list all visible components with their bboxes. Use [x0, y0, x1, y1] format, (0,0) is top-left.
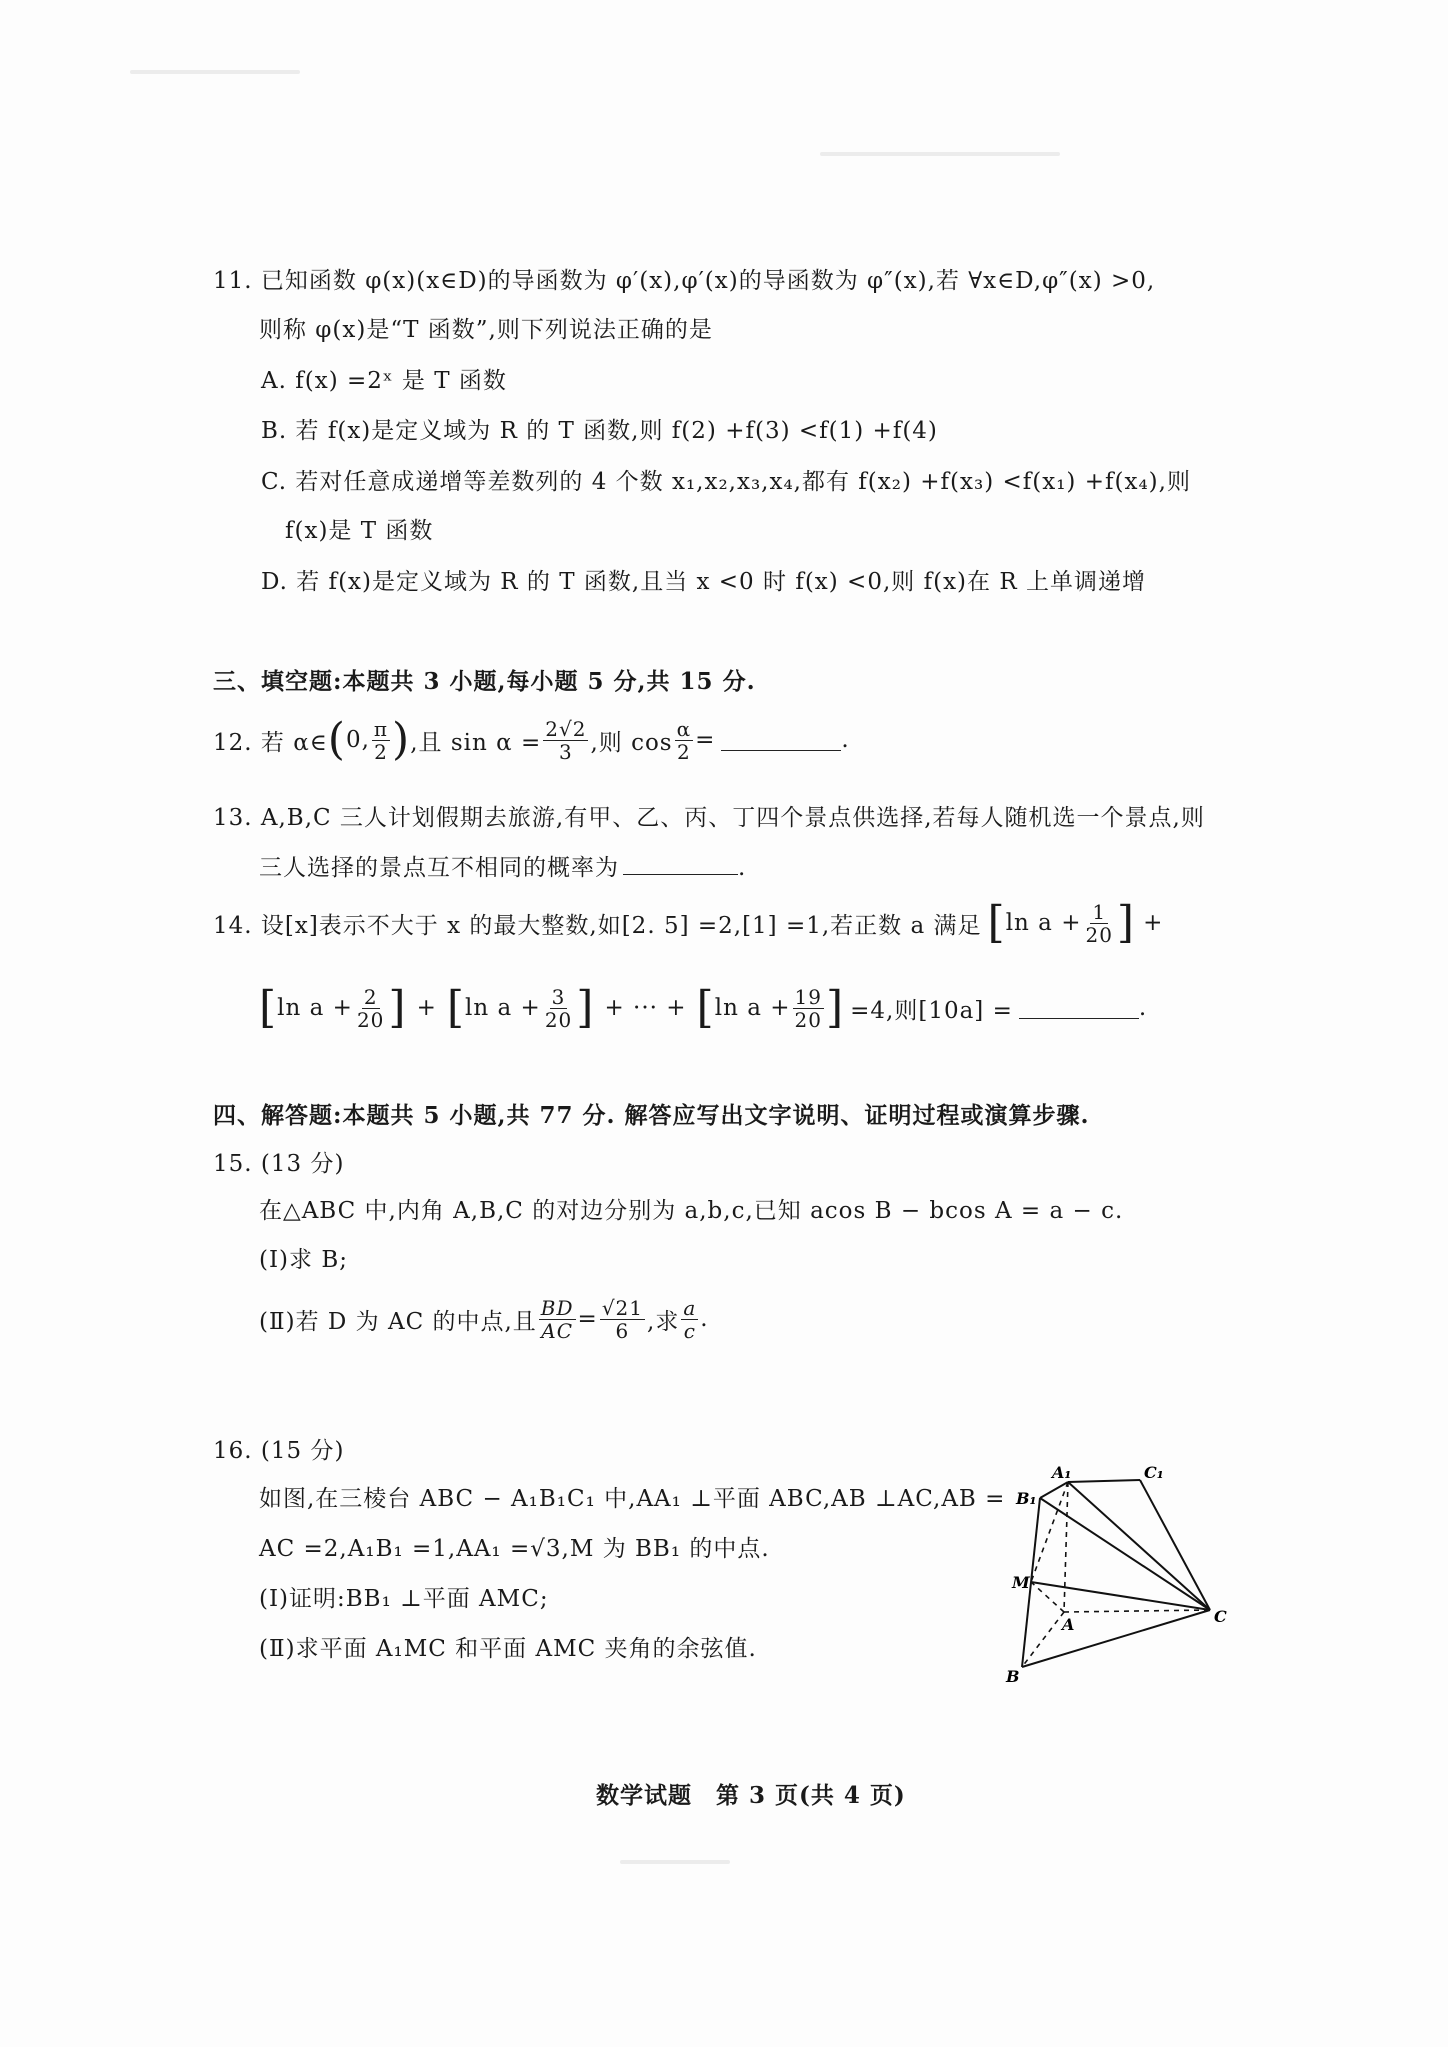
q12-cos-den: 2 — [677, 739, 691, 764]
q14-frac-3 — [543, 986, 574, 1031]
q14-bracket-open: [ — [987, 897, 1006, 948]
q12-sin-fraction — [543, 718, 588, 763]
q15-a: a — [683, 1295, 697, 1320]
q14-line2 — [259, 970, 1147, 1046]
q15-a-c-fraction — [681, 1297, 698, 1342]
q12-interval-left: 0, — [345, 727, 370, 753]
q15-ratio-den: 6 — [615, 1318, 630, 1343]
q11-option-d: D. 若 f(x)是定义域为 R 的 T 函数,且当 x <0 时 f(x) <0,则 f(x)在 R 上单调递增 — [261, 569, 1146, 595]
q14-ln-a-2: ln a + — [277, 995, 353, 1021]
q15-end: . — [700, 1306, 709, 1332]
q12-end: . — [841, 727, 850, 753]
q15-part2 — [259, 1284, 709, 1354]
q12-then: ,则 cos — [590, 729, 673, 756]
q14-frac-2 — [355, 986, 386, 1031]
q15-ask: ,求 — [647, 1308, 680, 1335]
q14-bracket-close: ] — [388, 982, 407, 1033]
edge-a-c — [1064, 1610, 1210, 1612]
section3-heading: 三、填空题:本题共 3 小题,每小题 5 分,共 15 分. — [213, 668, 756, 695]
q15-ratio-fraction — [600, 1297, 645, 1342]
q12-eq: = — [695, 727, 716, 753]
q16-header: 16. (15 分) — [213, 1438, 345, 1464]
label-b: B — [1006, 1667, 1020, 1686]
q14-ln-a-4: ln a + — [714, 995, 791, 1021]
label-a: A — [1062, 1615, 1075, 1634]
edge-c1-c — [1140, 1480, 1210, 1610]
q14-frac-2-den: 20 — [356, 1007, 385, 1032]
edge-a-a1 — [1064, 1482, 1068, 1612]
q13-line2-text: 三人选择的景点互不相同的概率为 — [259, 855, 619, 881]
q14-frac-3-num: 3 — [551, 984, 566, 1009]
edge-a1-c1 — [1068, 1480, 1140, 1482]
q14-end: . — [1138, 995, 1148, 1021]
q13-line2 — [259, 849, 746, 882]
section4-heading: 四、解答题:本题共 5 小题,共 77 分. 解答应写出文字说明、证明过程或演算步骤. — [213, 1102, 1090, 1129]
edge-a-b — [1022, 1612, 1064, 1667]
scan-artifact — [130, 70, 300, 74]
q14-ln-a-3: ln a + — [465, 995, 541, 1021]
q14-bracket-close: ] — [576, 982, 595, 1033]
q14-frac-3-den: 20 — [544, 1007, 573, 1032]
q14-bracket-open: [ — [259, 982, 278, 1033]
q14-plus-1: + — [1143, 910, 1164, 936]
q12-sin-num: 2√2 — [545, 716, 587, 741]
q14-line1-text: 14. 设[x]表示不大于 x 的最大整数,如[2. 5] =2,[1] =1,若正数 a 满足 — [213, 912, 982, 939]
q12 — [213, 700, 850, 780]
q14-frac-19-num: 19 — [794, 984, 822, 1009]
q15-part1: (Ⅰ)求 B; — [259, 1247, 348, 1273]
q16-part2: (Ⅱ)求平面 A₁MC 和平面 AMC 夹角的余弦值. — [259, 1636, 757, 1662]
q11-option-b: B. 若 f(x)是定义域为 R 的 T 函数,则 f(2) +f(3) <f(1) +f(4) — [261, 418, 938, 444]
q11-option-c-line1: C. 若对任意成递增等差数列的 4 个数 x₁,x₂,x₃,x₄,都有 f(x₂) +f(x₃) <f(x₁) +f(x₄),则 — [261, 469, 1191, 495]
q14-ln-a-1: ln a + — [1005, 910, 1082, 936]
q15-bd: BD — [540, 1295, 574, 1320]
q14-bracket-open: [ — [696, 982, 715, 1033]
q14-line1 — [213, 885, 1163, 961]
q14-frac-1-den: 20 — [1085, 922, 1113, 947]
label-m: M — [1012, 1573, 1030, 1592]
q11-option-c-line2: f(x)是 T 函数 — [285, 518, 434, 544]
q14-frac-1-num: 1 — [1092, 899, 1107, 924]
q15-bd-ac-fraction — [539, 1297, 576, 1342]
q12-interval-close: ) — [392, 714, 411, 765]
q14-frac-2-num: 2 — [363, 984, 378, 1009]
q14-dots: + ··· + — [604, 995, 687, 1021]
q13-answer-blank[interactable] — [623, 854, 738, 875]
q15-c: c — [683, 1318, 696, 1343]
q14-tail: =4,则[10a] = — [850, 997, 1013, 1024]
edge-b-c — [1022, 1610, 1210, 1667]
q16-line1: 如图,在三棱台 ABC − A₁B₁C₁ 中,AA₁ ⊥平面 ABC,AB ⊥AC,AB = — [259, 1486, 1006, 1512]
q14-bracket-close: ] — [825, 982, 845, 1033]
q14-frac-1 — [1083, 901, 1114, 946]
q11-option-a: A. f(x) =2ˣ 是 T 函数 — [261, 368, 507, 394]
q14-frac-19 — [793, 986, 824, 1031]
q11-stem-line2: 则称 φ(x)是“T 函数”,则下列说法正确的是 — [259, 317, 713, 343]
q12-interval-open: ( — [327, 714, 346, 765]
q12-mid: ,且 sin α = — [410, 729, 542, 756]
label-b1: B₁ — [1016, 1489, 1037, 1508]
page-footer: 数学试题 第 3 页(共 4 页) — [596, 1782, 906, 1809]
q15-part2-prefix: (Ⅱ)若 D 为 AC 的中点,且 — [259, 1308, 537, 1335]
q15-header: 15. (13 分) — [213, 1151, 345, 1177]
scan-artifact — [820, 152, 1060, 156]
q14-bracket-open: [ — [446, 982, 466, 1033]
q12-pi-den: 2 — [374, 739, 388, 764]
frustum-figure — [1000, 1460, 1240, 1700]
q14-plus-2: + — [416, 995, 437, 1021]
q11-stem-line1: 11. 已知函数 φ(x)(x∈D)的导函数为 φ′(x),φ′(x)的导函数为 φ″(x),若 ∀x∈D,φ″(x) >0, — [213, 268, 1156, 294]
q14-bracket-close: ] — [1116, 897, 1136, 948]
q12-pi-fraction — [372, 718, 390, 763]
q16-part1: (Ⅰ)证明:BB₁ ⊥平面 AMC; — [259, 1586, 549, 1612]
q15-eq: = — [577, 1306, 598, 1332]
q12-cos-num: α — [676, 716, 692, 741]
q14-frac-19-den: 20 — [794, 1007, 822, 1032]
q12-answer-blank[interactable] — [721, 730, 841, 751]
q15-ratio-num: √21 — [601, 1295, 644, 1320]
label-a1: A₁ — [1052, 1463, 1072, 1482]
q12-cos-fraction — [675, 718, 694, 763]
q12-prefix: 12. 若 α∈ — [213, 729, 328, 756]
q13-line1: 13. A,B,C 三人计划假期去旅游,有甲、乙、丙、丁四个景点供选择,若每人随机选一个景点,则 — [213, 805, 1205, 831]
q15-ac: AC — [541, 1318, 574, 1343]
q16-line2: AC =2,A₁B₁ =1,AA₁ =√3,M 为 BB₁ 的中点. — [259, 1536, 770, 1562]
q13-end: . — [738, 855, 747, 881]
q12-sin-den: 3 — [558, 739, 573, 764]
label-c1: C₁ — [1144, 1463, 1164, 1482]
label-c: C — [1214, 1607, 1227, 1626]
q12-pi-num: π — [373, 716, 389, 741]
q14-answer-blank[interactable] — [1019, 998, 1139, 1019]
scan-artifact — [620, 1860, 730, 1864]
q15-stem: 在△ABC 中,内角 A,B,C 的对边分别为 a,b,c,已知 acos B − bcos A = a − c. — [259, 1198, 1124, 1224]
